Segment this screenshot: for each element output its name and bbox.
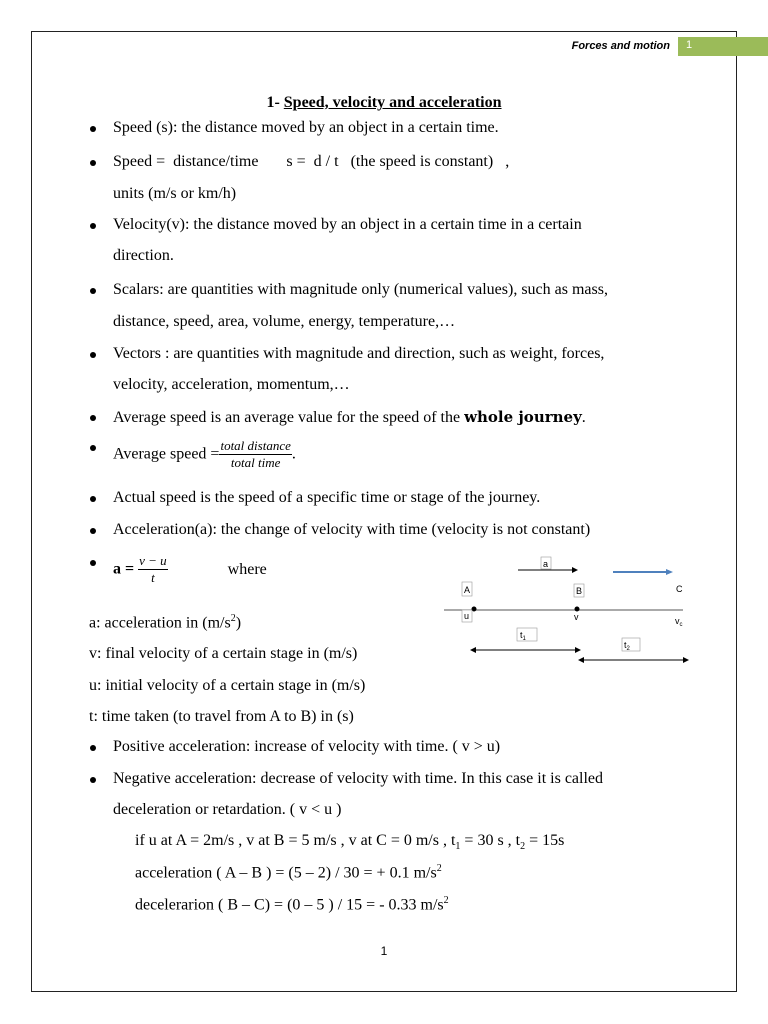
speed-formula-text: Speed = distance/time s = d / t (the speed is constant) ,	[113, 153, 510, 170]
bullet-actual-speed: Actual speed is the speed of a specific time or stage of the journey.	[113, 489, 541, 506]
t1-arrow-head-right	[575, 647, 581, 653]
ex2-sup: 2	[436, 863, 442, 874]
footer-page-number: 1	[380, 944, 388, 958]
def-time: t: time taken (to travel from A to B) in (s)	[89, 708, 354, 725]
v-label: v	[574, 612, 579, 622]
avg-speed-end: .	[581, 409, 586, 426]
where-word: where	[227, 560, 267, 578]
avg-formula-numerator: total distance	[220, 438, 291, 453]
def-acc-end: )	[235, 614, 242, 632]
bullet-positive-acceleration: Positive acceleration: increase of velocity with time. ( v > u)	[113, 738, 501, 755]
a-label: a	[543, 559, 549, 569]
A-label: A	[464, 585, 471, 595]
avg-formula-denominator: total time	[230, 455, 281, 470]
t2-label: $t_2$	[624, 640, 630, 652]
ex1-sub2: 2	[520, 841, 526, 853]
ex3-text: decelerarion ( B – C) = (0 – 5 ) / 15 = - 0.33 m/s	[135, 896, 444, 914]
ex1-end: = 15s	[525, 832, 565, 849]
scalars-cont: distance, speed, area, volume, energy, temperature,…	[113, 313, 456, 330]
acc-formula-denominator: t	[151, 570, 155, 585]
ex1-text: if u at A = 2m/s , v at B = 5 m/s , v at C = 0 m/s , t	[135, 832, 456, 849]
avg-formula-end: .	[291, 445, 296, 463]
def-acceleration	[89, 613, 241, 632]
def-final-velocity: v: final velocity of a certain stage in (m/s)	[89, 645, 358, 662]
t1-label: $t_1$	[520, 630, 526, 642]
negative-acc-cont: deceleration or retardation. ( v < u )	[113, 801, 342, 818]
bullet-negative-acceleration: Negative acceleration: decrease of velocity with time. In this case it is called	[113, 770, 604, 787]
bullet-speed-def: Speed (s): the distance moved by an object in a certain time.	[113, 119, 499, 136]
example-acceleration	[135, 863, 442, 882]
acc-formula-numerator: v − u	[139, 553, 167, 568]
bullet-acceleration-formula	[113, 553, 267, 586]
point-B	[575, 607, 580, 612]
speed-units: units (m/s or km/h)	[113, 185, 237, 202]
C-label: C	[676, 584, 683, 594]
bullet-vectors: Vectors : are quantities with magnitude and direction, such as weight, forces,	[113, 345, 605, 362]
section-heading	[0, 94, 768, 112]
example-given	[135, 832, 564, 852]
ex2-text: acceleration ( A – B ) = (5 – 2) / 30 = + 0.1 m/s	[135, 864, 437, 882]
vectors-cont: velocity, acceleration, momentum,…	[113, 376, 350, 393]
def-initial-velocity: u: initial velocity of a certain stage in (m/s)	[89, 677, 366, 694]
ex3-sup: 2	[443, 895, 449, 906]
blue-arrow-head	[666, 569, 673, 575]
def-acc-sup: 2	[230, 613, 236, 624]
heading-title: Speed, velocity and acceleration	[283, 94, 502, 111]
heading-number: 1-	[266, 94, 284, 111]
t2-arrow-head-right	[683, 657, 689, 663]
avg-speed-text: Average speed is an average value for the speed of the	[113, 409, 465, 426]
whole-journey-bold: whole journey	[464, 408, 582, 426]
header-page-number: 1	[686, 39, 693, 51]
a-equals: a =	[113, 560, 135, 578]
velocity-def-cont: direction.	[113, 247, 174, 264]
t2-arrow-head-left	[578, 657, 584, 663]
t1-arrow-head-left	[470, 647, 476, 653]
ex1-mid: = 30 s , t	[460, 832, 521, 849]
bullet-speed-formula	[113, 153, 509, 171]
bullet-scalars: Scalars: are quantities with magnitude only (numerical values), such as mass,	[113, 281, 608, 298]
header-title: Forces and motion	[571, 40, 670, 52]
ex1-sub1: 1	[455, 841, 461, 853]
motion-diagram	[440, 552, 700, 672]
B-label: B	[576, 586, 583, 596]
acc-formula-fraction	[138, 553, 168, 586]
bullet-average-speed-formula	[113, 438, 296, 471]
bullet-velocity-def: Velocity(v): the distance moved by an object in a certain time in a certain	[113, 216, 582, 233]
vc-label: $v_c$	[675, 616, 683, 628]
bullet-average-speed	[113, 408, 586, 427]
avg-formula-label: Average speed =	[113, 445, 220, 463]
a-arrow-head	[572, 567, 578, 573]
u-label: u	[464, 611, 470, 621]
bullet-acceleration-def: Acceleration(a): the change of velocity with time (velocity is not constant)	[113, 521, 591, 538]
avg-formula-fraction	[219, 438, 291, 471]
example-deceleration	[135, 895, 449, 914]
def-acc-text: a: acceleration in (m/s	[89, 614, 231, 632]
